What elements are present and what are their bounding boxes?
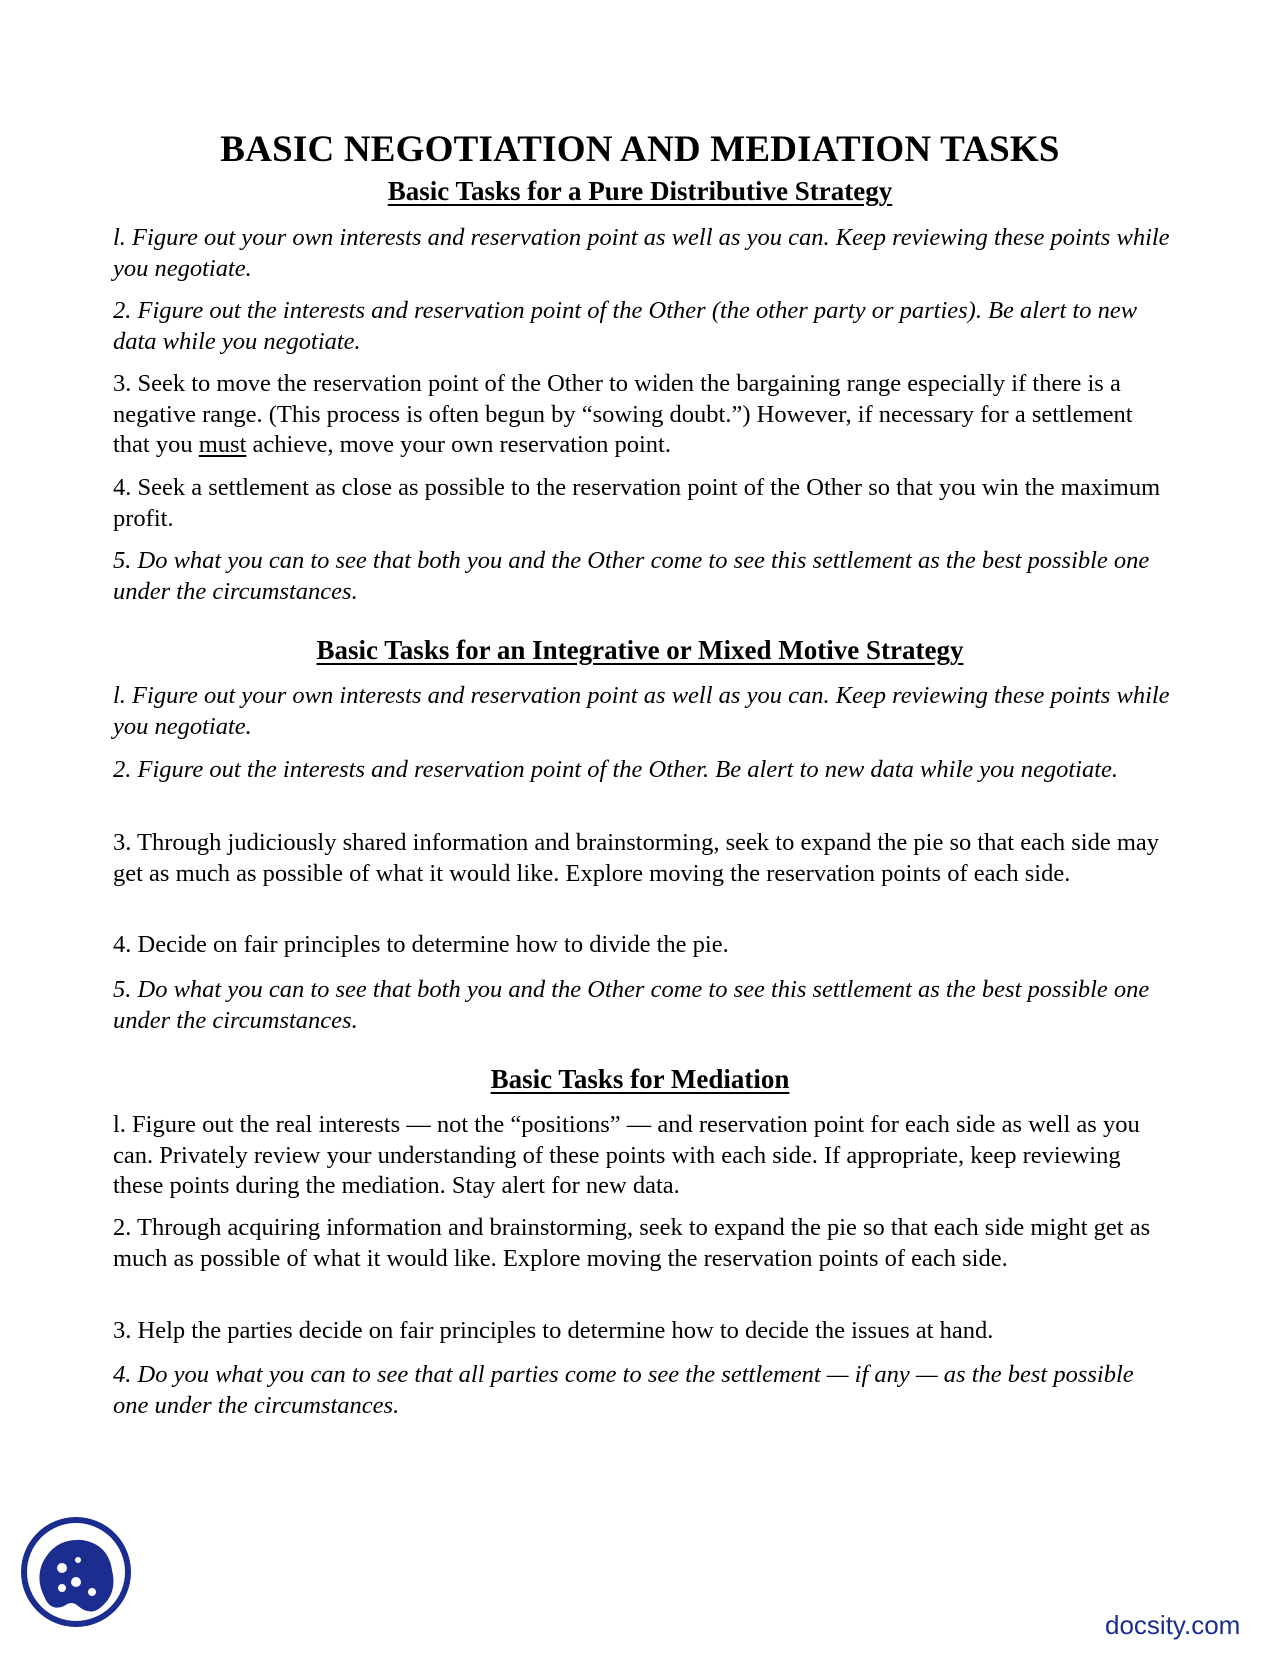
- list-item: 3. Through judiciously shared information and brainstorming, seek to expand the pie so that each side may get as much as possible of what it would like. Explore moving the reservation points of each side.: [113, 829, 1159, 887]
- list-item: 2. Figure out the interests and reservation point of the Other. Be alert to new data while you negotiate.: [113, 756, 1119, 783]
- list-item: 4. Seek a settlement as close as possible to the reservation point of the Other so that you win the maximum profit.: [113, 474, 1161, 532]
- list-item: 4. Do you what you can to see that all parties come to see the settlement — if any — as the best possible one under the circumstances.: [113, 1361, 1134, 1419]
- list-item-text: 3. Seek to move the reservation point of the Other to widen the bargaining range especially if there is a negative range. (This process is often begun by “sowing doubt.”) However, if necessary for a settlement that you: [113, 370, 1133, 458]
- docsity-brand-text: docsity.com: [1105, 1610, 1241, 1640]
- section-heading-distributive: Basic Tasks for a Pure Distributive Strategy: [387, 176, 893, 206]
- list-item: l. Figure out your own interests and reservation point as well as you can. Keep reviewing these points while you negotiate.: [113, 682, 1170, 740]
- list-item: 4. Decide on fair principles to determine how to divide the pie.: [113, 931, 729, 958]
- list-item: 2. Through acquiring information and brainstorming, seek to expand the pie so that each side might get as much as possible of what it would like. Explore moving the reservation points of each side.: [113, 1214, 1151, 1272]
- list-item: 5. Do what you can to see that both you and the Other come to see this settlement as the best possible one under the circumstances.: [113, 976, 1150, 1034]
- list-item: [113, 369, 1173, 461]
- list-item: l. Figure out the real interests — not the “positions” — and reservation point for each side as well as you can. Privately review your understanding of these points with each side. If appropriate, keep reviewing these points during the mediation. Stay alert for new data.: [113, 1111, 1140, 1199]
- section-heading-integrative: Basic Tasks for an Integrative or Mixed Motive Strategy: [316, 635, 964, 665]
- document-title: BASIC NEGOTIATION AND MEDIATION TASKS: [220, 129, 1060, 170]
- list-item: 2. Figure out the interests and reservation point of the Other (the other party or parties). Be alert to new data while you negotiate.: [113, 297, 1138, 355]
- emphasis-text: must: [198, 431, 247, 458]
- list-item: l. Figure out your own interests and reservation point as well as you can. Keep reviewing these points while you negotiate.: [113, 224, 1170, 282]
- docsity-logo-icon: [20, 1516, 133, 1629]
- list-item: 5. Do what you can to see that both you and the Other come to see this settlement as the best possible one under the circumstances.: [113, 547, 1150, 605]
- list-item-text: achieve, move your own reservation point.: [252, 431, 671, 458]
- section-heading-mediation: Basic Tasks for Mediation: [490, 1064, 790, 1094]
- list-item: 3. Help the parties decide on fair principles to determine how to decide the issues at hand.: [113, 1317, 994, 1344]
